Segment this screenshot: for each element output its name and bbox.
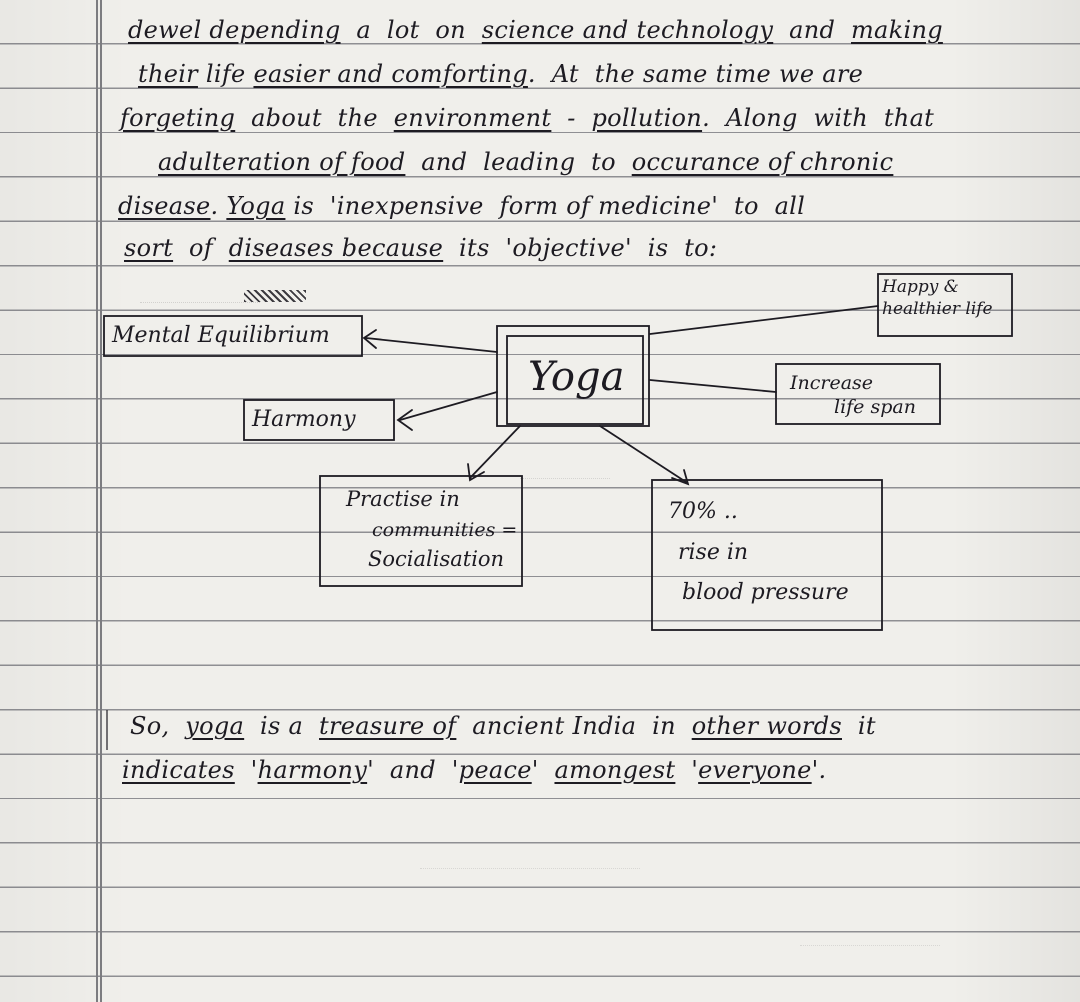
paragraph-l1-segment: science and technology bbox=[481, 16, 774, 44]
node-practise-line-2: communities = bbox=[372, 518, 518, 541]
conclusion-c1-segment: treasure of bbox=[319, 712, 457, 740]
conclusion-c2-segment: indicates bbox=[122, 756, 235, 784]
paragraph-l6-segment: sort bbox=[124, 234, 174, 262]
paragraph-l5-segment: is 'inexpensive form of medicine' to all bbox=[285, 192, 806, 220]
conclusion-c1-segment: is a bbox=[244, 712, 320, 740]
paragraph-l3-segment: about the bbox=[235, 104, 394, 132]
node-practise-line-1: Practise in bbox=[346, 487, 460, 511]
node-blood-pressure bbox=[668, 492, 849, 614]
paragraph-l2-segment: life bbox=[197, 60, 254, 88]
paragraph-l1-segment: dewel depending bbox=[128, 16, 341, 44]
node-mental-line-1: Mental Equilibrium bbox=[112, 323, 330, 348]
node-happy-line-2: healthier life bbox=[882, 299, 993, 320]
connector-harmony bbox=[400, 392, 497, 420]
node-lifespan-line-2: life span bbox=[834, 395, 916, 418]
conclusion-c1-segment: So, bbox=[130, 712, 186, 740]
node-increase-life-span bbox=[790, 372, 916, 420]
node-yoga-label: Yoga bbox=[528, 354, 625, 400]
conclusion-c1-segment: other words bbox=[691, 712, 842, 740]
paragraph-l4-segment: adulteration of food bbox=[158, 148, 406, 176]
conclusion-c2-segment: ' bbox=[531, 756, 555, 784]
conclusion-c2-segment: ' and ' bbox=[367, 756, 459, 784]
conclusion-line-2 bbox=[122, 756, 826, 784]
conclusion-c2-segment: amongest bbox=[554, 756, 676, 784]
paragraph-l5-segment: . bbox=[210, 192, 227, 220]
conclusion-c1-segment: it bbox=[842, 712, 876, 740]
paragraph-l1-segment: making bbox=[850, 16, 943, 44]
connector-bp bbox=[600, 426, 686, 482]
paragraph-l6-segment: diseases because bbox=[228, 234, 444, 262]
node-lifespan-line-1: Increase bbox=[790, 372, 874, 394]
paragraph-l3-segment: environment bbox=[393, 104, 552, 132]
conclusion-c2-segment: peace bbox=[458, 756, 532, 784]
node-bp-line-2: rise in bbox=[678, 539, 749, 565]
node-bp-line-3: blood pressure bbox=[682, 580, 849, 606]
node-harmony bbox=[252, 406, 356, 434]
conclusion-c2-segment: ' bbox=[675, 756, 699, 784]
conclusion-c2-segment: harmony bbox=[257, 756, 368, 784]
conclusion-line-1 bbox=[130, 712, 876, 740]
conclusion-c2-segment: ' bbox=[234, 756, 258, 784]
conclusion-c1-segment: yoga bbox=[185, 712, 245, 740]
paragraph-l3-segment: pollution bbox=[591, 104, 703, 132]
node-mental-equilibrium bbox=[112, 322, 330, 350]
conclusion-c2-segment: everyone bbox=[698, 756, 812, 784]
node-practise-communities bbox=[346, 484, 517, 576]
connector-happy bbox=[650, 306, 878, 334]
paragraph-l5-segment: Yoga bbox=[226, 192, 286, 220]
paragraph-l3-segment: . Along with that bbox=[702, 104, 935, 132]
conclusion-line-1-text bbox=[130, 712, 876, 740]
paragraph-l2-segment: easier and comforting bbox=[253, 60, 528, 88]
node-practise-line-3: Socialisation bbox=[368, 547, 505, 571]
node-happy-healthier-life bbox=[882, 276, 993, 320]
paragraph-l2-segment: their bbox=[138, 60, 198, 88]
node-happy-line-1: Happy & bbox=[882, 277, 959, 297]
paragraph-l2-segment: . At the same time we are bbox=[527, 60, 864, 88]
conclusion-c1-segment: ancient India in bbox=[456, 712, 692, 740]
conclusion-line-2-text bbox=[122, 756, 826, 784]
connector-practise bbox=[470, 426, 520, 478]
paragraph-l4-segment: occurance of chronic bbox=[631, 148, 894, 176]
node-yoga bbox=[528, 352, 624, 402]
paragraph-l1-segment: a lot on bbox=[340, 16, 482, 44]
paragraph-l3-segment: - bbox=[551, 104, 592, 132]
margin-bracket bbox=[106, 710, 108, 750]
paragraph-l6-segment: of bbox=[173, 234, 229, 262]
node-harmony-line-1: Harmony bbox=[252, 407, 356, 432]
paragraph-l5-segment: disease bbox=[118, 192, 211, 220]
connector-mental bbox=[366, 338, 497, 352]
paragraph-l4-segment: and leading to bbox=[405, 148, 632, 176]
paragraph-l6-segment: its 'objective' is to: bbox=[443, 234, 718, 262]
paragraph-l3-segment: forgeting bbox=[120, 104, 236, 132]
node-bp-line-1: 70% .. bbox=[668, 499, 738, 524]
conclusion-c2-segment: '. bbox=[811, 756, 827, 784]
paragraph-l1-segment: and bbox=[773, 16, 851, 44]
connector-lifespan bbox=[650, 380, 776, 392]
